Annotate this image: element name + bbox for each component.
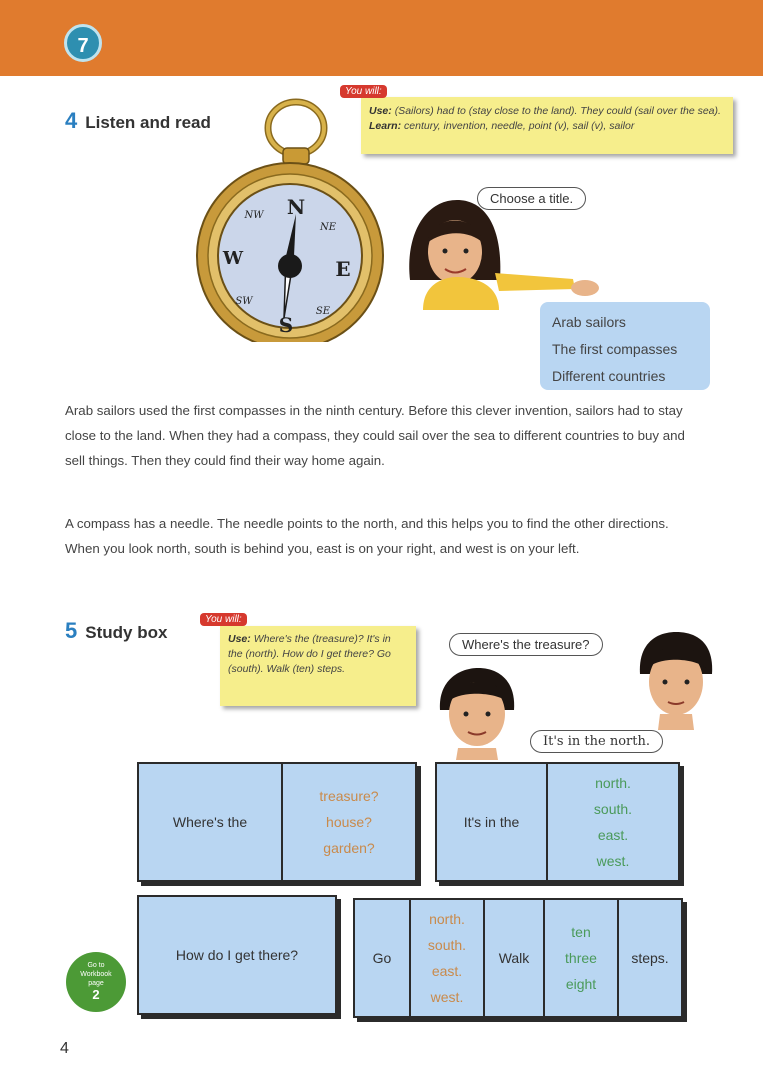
reading-paragraph-2: A compass has a needle. The needle points to the north, and this helps you to find the other directions. When you look north, south is behind you, east is on your right, and west is on your left. — [65, 516, 669, 556]
table-options — [283, 764, 415, 880]
table-walk: Walk — [485, 900, 545, 1016]
compass-label-e: E — [335, 257, 351, 281]
compass-label-sw: SW — [235, 296, 253, 307]
compass-label-ne: NE — [319, 222, 337, 233]
header-bar — [0, 0, 763, 76]
table-options — [548, 764, 678, 880]
section-4-title — [65, 108, 211, 134]
table-option: north. — [595, 775, 631, 791]
use-label: Use: — [228, 633, 251, 645]
table-option: garden? — [323, 840, 375, 856]
table-lead: Where's the — [139, 764, 283, 880]
study-table-where — [137, 762, 417, 882]
section-4-label: Listen and read — [85, 113, 211, 132]
workbook-badge-line: Go to — [87, 962, 105, 969]
workbook-badge-page: 2 — [92, 987, 100, 1002]
compass-label-nw: NW — [244, 210, 264, 221]
section-5-you-will-tag: You will: — [200, 613, 247, 626]
table-option: south. — [593, 801, 633, 817]
girl-illustration — [405, 195, 605, 310]
workbook-badge-line: page — [88, 980, 104, 987]
compass-label-n: N — [286, 195, 306, 219]
section-4-you-will-tag: You will: — [340, 85, 387, 98]
boy-illustration-left — [438, 668, 518, 760]
compass-label-s: S — [278, 313, 294, 337]
reading-paragraph-1: Arab sailors used the first compasses in the ninth century. Before this clever invention, sailors had to stay close to the land. When they had a compass, they could sail over the sea to different countries to buy and sell things. Then they could find their way home again. — [65, 403, 685, 468]
title-option: Arab sailors — [552, 314, 626, 330]
section-5-title — [65, 618, 167, 644]
table-option: west. — [430, 989, 464, 1005]
table-option: south. — [427, 937, 467, 953]
table-directions — [411, 900, 485, 1016]
compass-illustration — [190, 96, 390, 342]
workbook-badge — [66, 952, 126, 1012]
table-option: north. — [429, 911, 465, 927]
treasure-answer-bubble: It's in the north. — [530, 730, 663, 753]
compass-label-se: SE — [315, 306, 331, 317]
title-options-box — [540, 302, 710, 390]
section-5-label: Study box — [85, 623, 168, 642]
title-option: The first compasses — [552, 341, 678, 357]
study-table-how — [137, 895, 337, 1015]
page-number: 4 — [60, 1040, 69, 1057]
boy-illustration-right — [638, 632, 714, 730]
compass-label-w: W — [222, 248, 244, 269]
use-label: Use: — [369, 105, 392, 117]
workbook-badge-line: Workbook — [80, 971, 112, 978]
use-text: Where's the (treasure)? It's in the (north). How do I get there? Go (south). Walk (ten) steps. — [228, 633, 391, 675]
table-steps: steps. — [631, 950, 669, 966]
table-lead: It's in the — [437, 764, 548, 880]
choose-title-bubble: Choose a title. — [477, 187, 586, 210]
table-option: three — [565, 950, 597, 966]
section-5-you-will-box — [220, 626, 416, 706]
unit-number-badge: 7 — [64, 24, 102, 62]
study-table-go-walk — [353, 898, 683, 1018]
table-go: Go — [355, 900, 411, 1016]
section-4-you-will-box — [361, 97, 733, 154]
section-4-number: 4 — [65, 108, 78, 133]
table-numbers — [545, 900, 619, 1016]
study-table-its-in — [435, 762, 680, 882]
learn-text: century, invention, needle, point (v), sail (v), sailor — [404, 120, 635, 132]
learn-label: Learn: — [369, 120, 402, 132]
table-option: house? — [326, 814, 372, 830]
table-lead: How do I get there? — [175, 947, 299, 963]
table-option: west. — [596, 853, 630, 869]
section-5-number: 5 — [65, 618, 78, 643]
table-option: east. — [431, 963, 463, 979]
table-option: eight — [565, 976, 597, 992]
treasure-question-bubble: Where's the treasure? — [449, 633, 603, 656]
use-text: (Sailors) had to (stay close to the land). They could (sail over the sea). — [394, 105, 721, 117]
table-option: ten — [571, 924, 591, 940]
title-option: Different countries — [552, 368, 666, 384]
table-option: treasure? — [319, 788, 379, 804]
table-option: east. — [597, 827, 629, 843]
